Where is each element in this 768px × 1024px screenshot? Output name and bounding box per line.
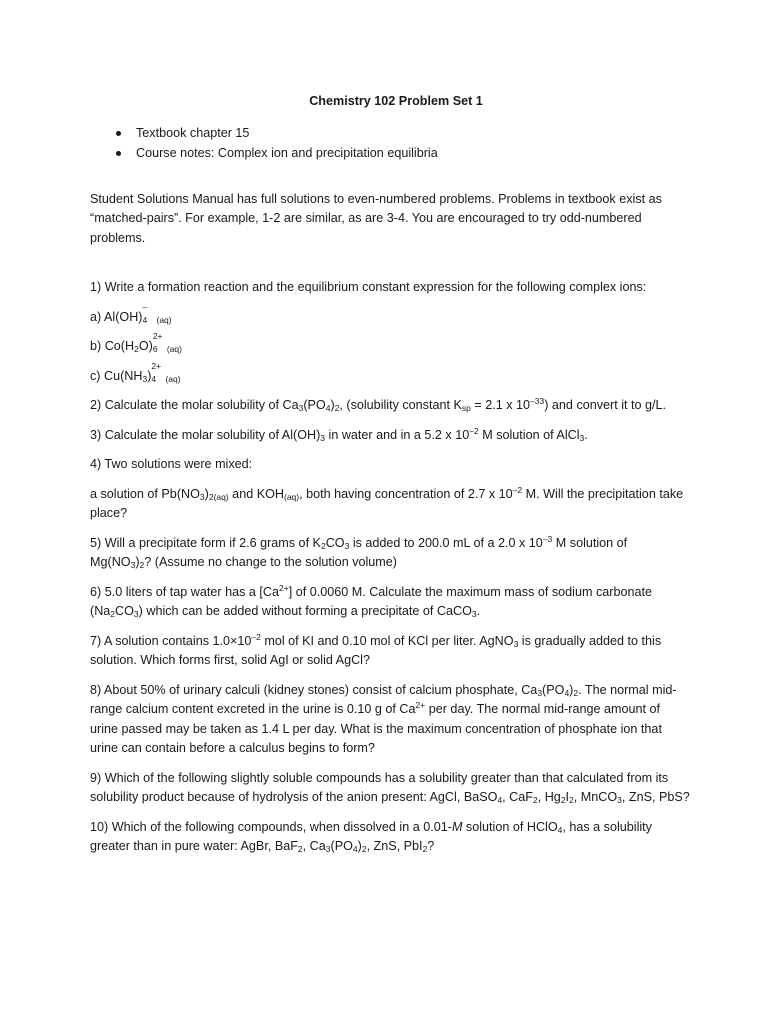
document-page [90, 92, 690, 867]
question-4-intro: 4) Two solutions were mixed: [90, 457, 253, 471]
question-6: 6) 5.0 liters of tap water has a $[Ca^{2+}]$ of 0.0060 M. Calculate the maximum mass of sodium carbonate $(Na_2CO_3)$ which can be added without forming a precipitate of CaCO$_3$. [90, 582, 652, 619]
question-1b: b) $Co(H_2O)$ 2+ 6 $_{(aq)}$ [90, 331, 182, 354]
question-1a: a) Al(OH) – 4 $_{(aq)}$ [90, 301, 172, 325]
question-1c: c) $Cu(NH_3)$ 2+ 4 $_{(aq)}$ [90, 360, 181, 384]
question-7: 7) A solution contains $1.0\times 10^{-2}$ mol of KI and 0.10 mol of KCl per liter. AgNO$_3$ is gradually added to this solution. Which forms first, solid AgI or solid AgCl? [90, 631, 662, 667]
topic-item: Textbook chapter 15 [136, 124, 690, 144]
document-title: Chemistry 102 Problem Set 1 [309, 94, 483, 108]
question-4: a solution of $Pb(NO_3)_{2(aq)}$ and $KOH_{(aq)}$, both having concentration of 2.7 x $10^{-2}$ M. Will the precipitation take place? [90, 484, 684, 520]
intro-paragraph: Student Solutions Manual has full solutions to even-numbered problems. Problems in textbook exist as “matched-pairs”. For example, 1-2 are similar, as are 3-4. You are encouraged to try odd-numbered problems. [90, 191, 662, 245]
topic-item: Course notes: Complex ion and precipitation equilibria [136, 144, 690, 164]
question-1-prompt: 1) Write a formation reaction and the equilibrium constant expression for the following complex ions: [90, 280, 647, 294]
question-5: 5) Will a precipitate form if 2.6 grams of $K_2CO_3$ is added to 200.0 mL of a 2.0 x $10^{-3}$ M solution of $Mg(NO_3)_2$? (Assume no change to the solution volume) [90, 533, 628, 570]
question-9: 9) Which of the following slightly soluble compounds has a solubility greater than that calculated from its solubility product because of hydrolysis of the anion present: AgCl, BaSO$_4$, CaF$_2$, $Hg_2I_2$, MnCO$_3$, ZnS, PbS? [90, 770, 690, 805]
question-3: 3) Calculate the molar solubility of $Al(OH)_3$ in water and in a 5.2 x $10^{-2}$ M solution of AlCl$_3$. [90, 425, 588, 443]
question-8: 8) About 50% of urinary calculi (kidney stones) consist of calcium phosphate, $Ca_3(PO_4)_2$. The normal mid-range calcium content excreted in the urine is 0.10 g of $Ca^{2+}$ per day. The normal mid-range amount of urine passed may be taken as 1.4 L per day. What is the maximum concentration of phosphate ion that urine can contain before a calculus begins to form? [90, 682, 677, 755]
topic-list [90, 124, 690, 164]
question-2: 2) Calculate the molar solubility of $Ca_3(PO_4)_2$, (solubility constant $K_{sp} = 2.1$ x $10^{-33}$) and convert it to g/L. [90, 396, 667, 413]
question-10: 10) Which of the following compounds, when dissolved in a 0.01-M solution of HClO$_4$, has a solubility greater than in pure water: AgBr, BaF$_2$, $Ca_3(PO_4)_2$, ZnS, PbI$_2$? [90, 819, 652, 854]
